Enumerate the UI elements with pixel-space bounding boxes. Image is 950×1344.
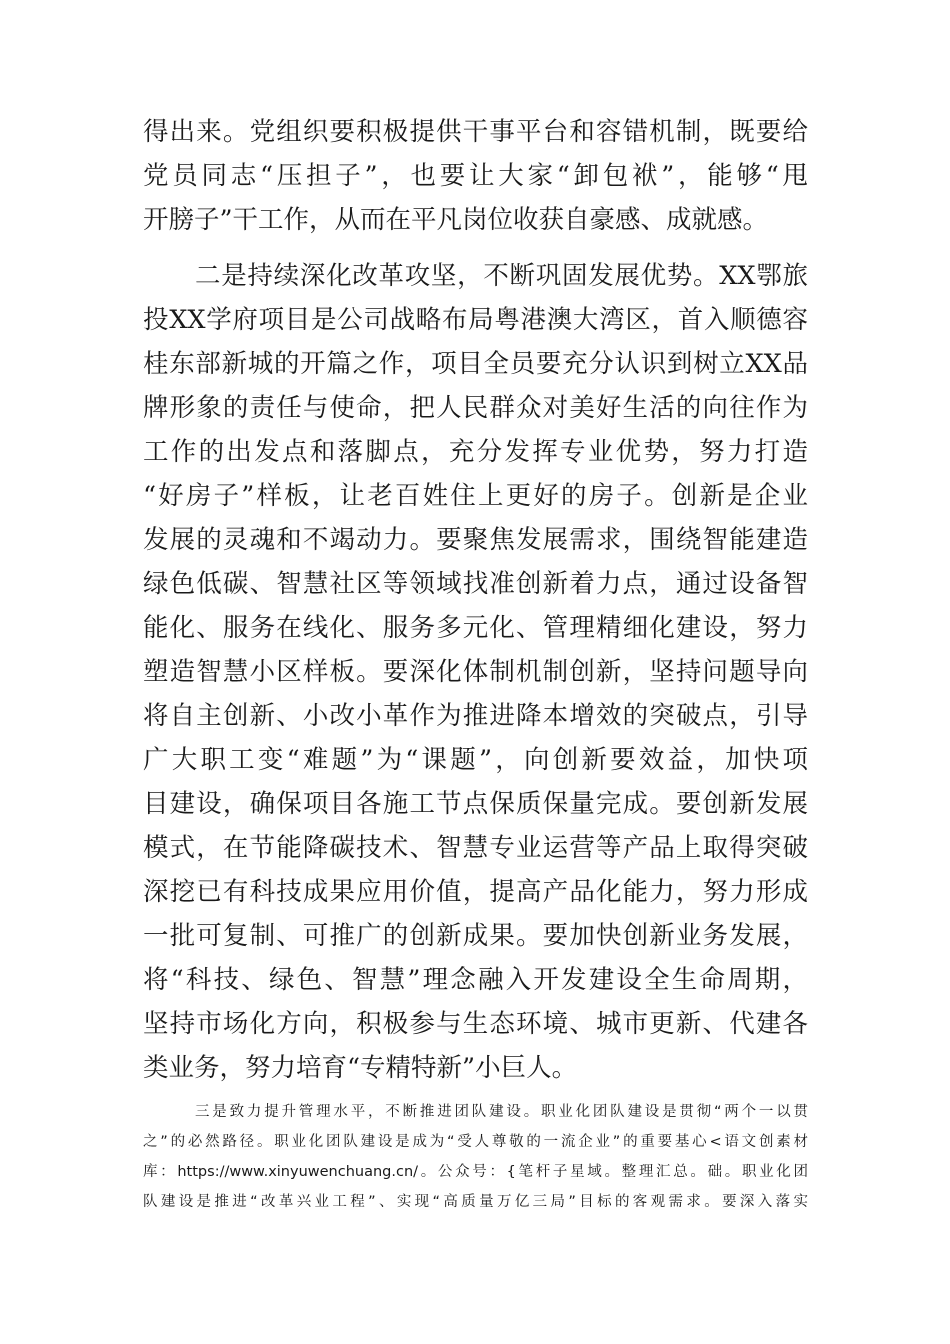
paragraph-3-small-print — [143, 1097, 808, 1217]
small-text-line: 队建设是推进“改革兴业工程”、实现“高质量万亿三局”目标的客观需求。要深入落实 — [143, 1194, 808, 1210]
text-line: 发展的灵魂和不竭动力。要聚焦发展需求，围绕智能建造 — [143, 525, 808, 555]
text-line: 模式，在节能降碳技术、智慧专业运营等产品上取得突破 — [143, 833, 808, 863]
text-line: 牌形象的责任与使命，把人民群众对美好生活的向往作为 — [143, 393, 808, 423]
text-line: 塑造智慧小区样板。要深化体制机制创新，坚持问题导向 — [143, 657, 808, 687]
text-line: 一批可复制、可推广的创新成果。要加快创新业务发展， — [143, 921, 808, 951]
text-line: 开膀子”干工作，从而在平凡岗位收获自豪感、成就感。 — [143, 205, 769, 235]
small-text-line: 库：https://www.xinyuwenchuang.cn/。公众号：{笔杆子星域。整理汇总。础。职业化团 — [143, 1164, 808, 1180]
small-text-line: 之”的必然路径。职业化团队建设是成为“受人尊敬的一流企业”的重要基心<语文创素材 — [143, 1134, 808, 1150]
paragraph-2 — [143, 254, 808, 1090]
text-line: 二是持续深化改革攻坚，不断巩固发展优势。XX鄂旅 — [195, 261, 808, 291]
text-line: “好房子”样板，让老百姓住上更好的房子。创新是企业 — [143, 481, 808, 511]
text-line: 投XX学府项目是公司战略布局粤港澳大湾区，首入顺德容 — [143, 305, 808, 335]
document-body — [143, 110, 808, 1090]
small-text-line: 三是致力提升管理水平，不断推进团队建设。职业化团队建设是贯彻“两个一以贯 — [195, 1104, 808, 1120]
text-line: 党员同志“压担子”，也要让大家“卸包袱”，能够“甩 — [143, 161, 808, 191]
text-line: 坚持市场化方向，积极参与生态环境、城市更新、代建各 — [143, 1009, 808, 1039]
text-line: 广大职工变“难题”为“课题”，向创新要效益，加快项 — [143, 745, 808, 775]
text-line: 得出来。党组织要积极提供干事平台和容错机制，既要给 — [143, 117, 808, 147]
text-line: 能化、服务在线化、服务多元化、管理精细化建设，努力 — [143, 613, 808, 643]
text-line: 深挖已有科技成果应用价值，提高产品化能力，努力形成 — [143, 877, 808, 907]
text-line: 工作的出发点和落脚点，充分发挥专业优势，努力打造 — [143, 437, 808, 467]
text-line: 将自主创新、小改小革作为推进降本增效的突破点，引导 — [143, 701, 808, 731]
text-line: 目建设，确保项目各施工节点保质保量完成。要创新发展 — [143, 789, 808, 819]
text-line: 将“科技、绿色、智慧”理念融入开发建设全生命周期， — [143, 965, 808, 995]
paragraph-1 — [143, 110, 808, 242]
paragraph-gap — [143, 242, 808, 254]
text-line: 绿色低碳、智慧社区等领域找准创新着力点，通过设备智 — [143, 569, 808, 599]
text-line: 桂东部新城的开篇之作，项目全员要充分认识到树立XX品 — [143, 349, 808, 379]
text-line: 类业务，努力培育“专精特新”小巨人。 — [143, 1053, 578, 1083]
